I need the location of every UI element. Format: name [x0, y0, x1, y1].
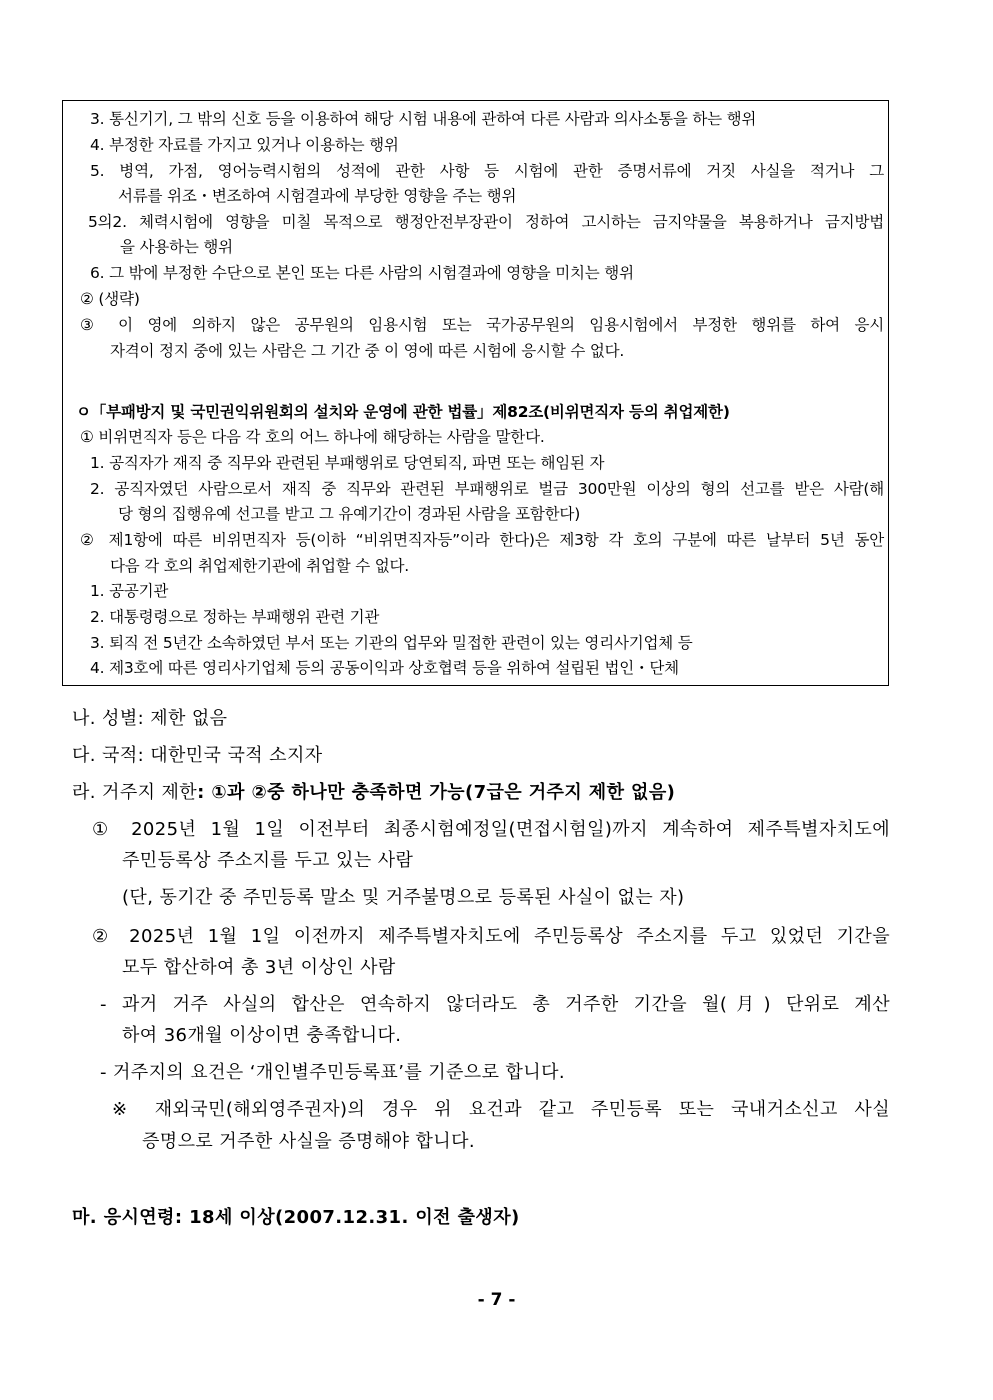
law-paragraph-1: ① 비위면직자 등은 다음 각 호의 어느 하나에 해당하는 사람을 말한다.	[80, 428, 545, 446]
note-standard: - 거주지의 요건은 ‘개인별주민등록표’를 기준으로 합니다.	[100, 1062, 565, 1083]
law-paragraph-2-line2: 다음 각 호의 취업제한기관에 취업할 수 없다.	[110, 557, 410, 575]
law-org-4: 4. 제3호에 따른 영리사기업체 등의 공동이익과 상호협력 등을 위하여 설립된 법인・단체	[90, 659, 679, 677]
law-item-1: 1. 공직자가 재직 중 직무와 관련된 부패행위로 당연퇴직, 파면 또는 해임된 자	[90, 454, 605, 472]
note-overseas-line2: 증명으로 거주한 사실을 증명해야 합니다.	[142, 1131, 476, 1152]
paragraph-3-line1: ③ 이 영에 의하지 않은 공무원의 임용시험 또는 국가공무원의 임용시험에서 부정한 행위를 하여 응시	[80, 316, 884, 334]
condition-2-line1: ② 2025년 1월 1일 이전까지 제주특별자치도에 주민등록상 주소지를 두고 있었던 기간을	[92, 926, 890, 947]
item-5-2-line1: 5의2. 체력시험에 영향을 미칠 목적으로 행정안전부장관이 정하여 고시하는 금지약물을 복용하거나 금지방법	[88, 213, 884, 231]
condition-1-line2: 주민등록상 주소지를 두고 있는 사람	[122, 850, 414, 871]
section-residence	[72, 780, 675, 806]
note-sum-line1: - 과거 거주 사실의 합산은 연속하지 않더라도 총 거주한 기간을 월(月) 단위로 계산	[100, 994, 890, 1015]
law-org-3: 3. 퇴직 전 5년간 소속하였던 부서 또는 기관의 업무와 밀접한 관련이 있는 영리사기업체 등	[90, 634, 693, 652]
condition-1-line1: ① 2025년 1월 1일 이전부터 최종시험예정일(면접시험일)까지 계속하여 제주특별자치도에	[92, 819, 890, 840]
section-age: 마. 응시연령: 18세 이상(2007.12.31. 이전 출생자)	[72, 1207, 520, 1228]
paragraph-3-line2: 자격이 정지 중에 있는 사람은 그 기간 중 이 영에 따른 시험에 응시할 수 없다.	[110, 342, 625, 360]
item-3: 3. 통신기기, 그 밖의 신호 등을 이용하여 해당 시험 내용에 관하여 다른 사람과 의사소통을 하는 행위	[90, 110, 757, 128]
page-number: - 7 -	[477, 1290, 516, 1310]
item-5-line2: 서류를 위조・변조하여 시험결과에 부당한 영향을 주는 행위	[118, 187, 517, 205]
note-sum-line2: 하여 36개월 이상이면 충족합니다.	[122, 1025, 402, 1046]
item-6: 6. 그 밖에 부정한 수단으로 본인 또는 다른 사람의 시험결과에 영향을 미치는 행위	[90, 264, 634, 282]
law-org-2: 2. 대통령령으로 정하는 부패행위 관련 기관	[90, 608, 380, 626]
item-5-2-line2: 을 사용하는 행위	[120, 238, 233, 256]
residence-condition: : ①과 ②중 하나만 충족하면 가능(7급은 거주지 제한 없음)	[197, 782, 676, 803]
paragraph-2: ② (생략)	[80, 290, 140, 308]
item-5-line1: 5. 병역, 가점, 영어능력시험의 성적에 관한 사항 등 시험에 관한 증명서류에 거짓 사실을 적거나 그	[90, 162, 884, 180]
law-item-2-line2: 당 형의 집행유예 선고를 받고 그 유예기간이 경과된 사람을 포함한다)	[118, 505, 581, 523]
section-gender: 나. 성별: 제한 없음	[72, 708, 228, 729]
residence-label: 라. 거주지 제한	[72, 782, 198, 803]
condition-2-line2: 모두 합산하여 총 3년 이상인 사람	[122, 957, 396, 978]
condition-1-line3: (단, 동기간 중 주민등록 말소 및 거주불명으로 등록된 사실이 없는 자)	[122, 887, 685, 908]
item-4: 4. 부정한 자료를 가지고 있거나 이용하는 행위	[90, 136, 399, 154]
law-item-2-line1: 2. 공직자였던 사람으로서 재직 중 직무와 관련된 부패행위로 벌금 300만원 이상의 형의 선고를 받은 사람(해	[90, 480, 884, 498]
law-title: ㅇ「부패방지 및 국민권익위원회의 설치와 운영에 관한 법률」제82조(비위면직자 등의 취업제한)	[76, 403, 730, 421]
law-paragraph-2-line1: ② 제1항에 따른 비위면직자 등(이하 “비위면직자등”이라 한다)은 제3항 각 호의 구분에 따른 날부터 5년 동안	[80, 531, 884, 549]
section-nationality: 다. 국적: 대한민국 국적 소지자	[72, 745, 323, 766]
note-overseas-line1: ※ 재외국민(해외영주권자)의 경우 위 요건과 같고 주민등록 또는 국내거소신고 사실	[112, 1099, 890, 1120]
law-org-1: 1. 공공기관	[90, 582, 169, 600]
